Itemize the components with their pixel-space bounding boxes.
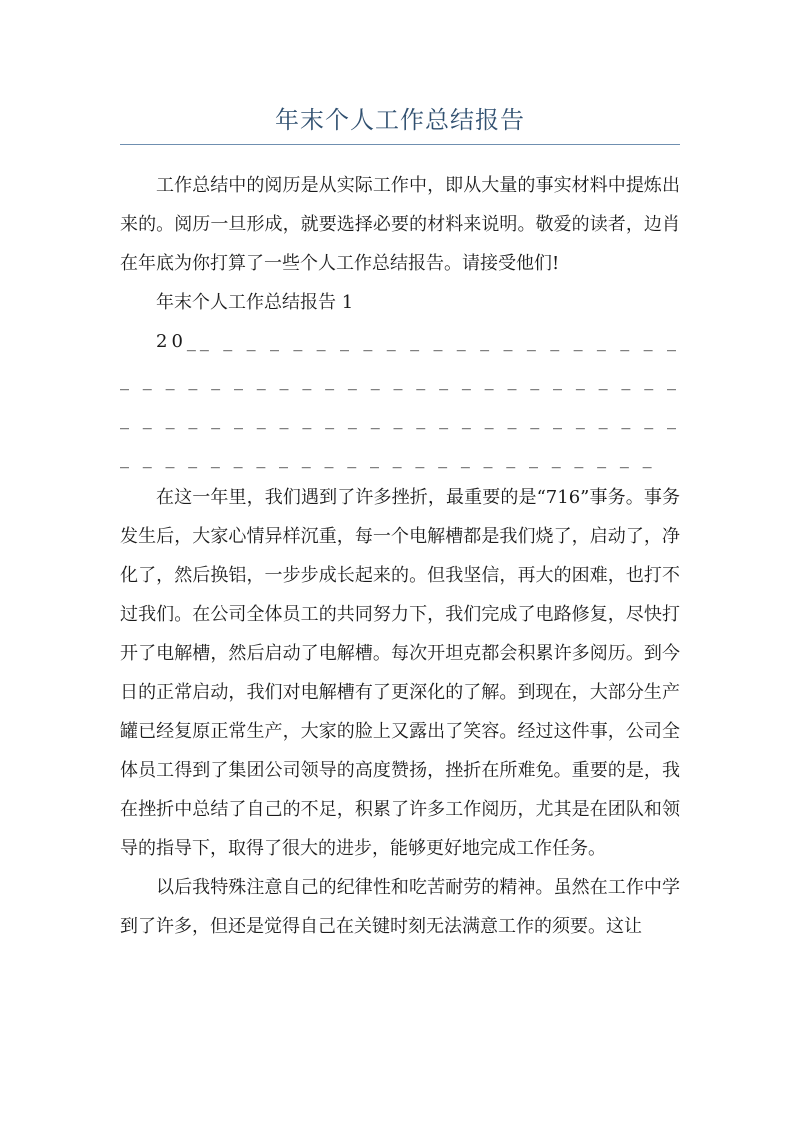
body-paragraph-1: 在这一年里，我们遇到了许多挫折，最重要的是“716”事务。事务发生后，大家心情异样沉重，每一个电解槽都是我们烧了，启动了，净化了，然后换铝，一步步成长起来的。但我坚信，再大的困难，也打不过我们。在公司全体员工的共同努力下，我们完成了电路修复，尽快打开了电解槽，然后启动了电解槽。每次开坦克都会积累许多阅历。到今日的正常启动，我们对电解槽有了更深化的了解。到现在，大部分生产罐已经复原正常生产，大家的脸上又露出了笑容。经过这件事，公司全体员工得到了集团公司领导的高度赞扬，挫折在所难免。重要的是，我在挫折中总结了自己的不足，积累了许多工作阅历，尤其是在团队和领导的指导下，取得了很大的进步，能够更好地完成工作任务。 bbox=[120, 487, 680, 859]
body-paragraph-2: 以后我特殊注意自己的纪律性和吃苦耐劳的精神。虽然在工作中学到了许多，但还是觉得自己在关键时刻无法满意工作的须要。这让 bbox=[120, 877, 680, 937]
date-placeholder-line: 20__ _ _ _ _ _ _ _ _ _ _ _ _ _ _ _ _ _ _ _ _ _ _ _ _ _ _ _ _ _ _ _ _ _ _ _ _ _ _ _ _ _ _ _ _ _ _ _ _ _ _ _ _ _ _ _ _ _ _ _ _ _ _ _ _ _ _ _ _ _ _ _ _ _ _ _ _ _ _ _ _ _ _ _ _ _ _ _ _ _ _ _ _ _ _ bbox=[120, 331, 680, 469]
title-divider bbox=[120, 144, 680, 145]
section-heading: 年末个人工作总结报告 1 bbox=[156, 292, 354, 313]
intro-paragraph: 工作总结中的阅历是从实际工作中，即从大量的事实材料中提炼出来的。阅历一旦形成，就要选择必要的材料来说明。敬爱的读者，边肖在年底为你打算了一些个人工作总结报告。请接受他们! bbox=[120, 175, 680, 274]
document-body bbox=[120, 166, 680, 946]
document-title: 年末个人工作总结报告 bbox=[275, 106, 525, 134]
